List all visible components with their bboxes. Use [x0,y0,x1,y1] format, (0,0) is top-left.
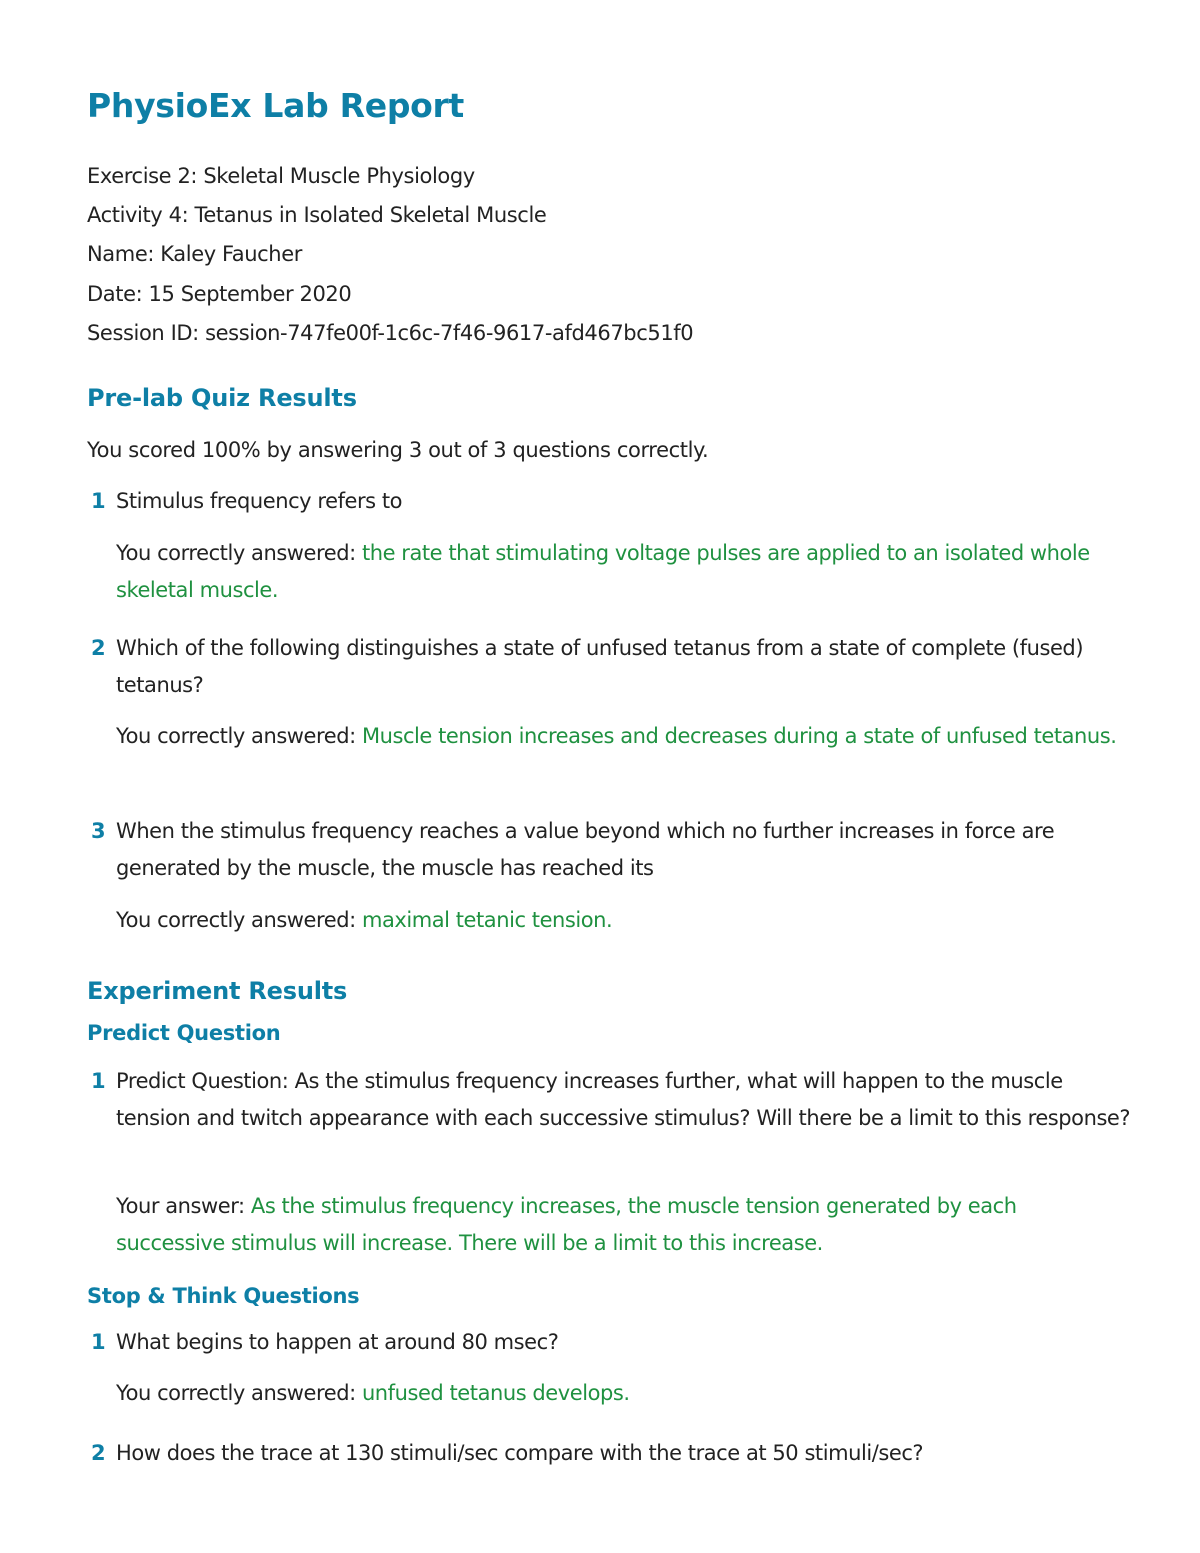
question-number: 1 [91,1330,106,1354]
question-text: Stimulus frequency refers to [116,489,403,513]
question-number: 3 [91,819,106,843]
stop-think-heading: Stop & Think Questions [87,1284,360,1308]
answer-label: You correctly answered: [116,724,356,748]
question-text: What begins to happen at around 80 msec? [116,1330,559,1354]
question-text: Which of the following distinguishes a state of unfused tetanus from a state of complete (fused) tetanus? [116,636,1084,697]
answer-block [116,1188,1126,1262]
experiment-heading: Experiment Results [87,977,348,1005]
answer-value: unfused tetanus develops. [361,1381,630,1405]
answer-block [116,718,1126,755]
report-title: PhysioEx Lab Report [87,86,464,125]
question-text: When the stimulus frequency reaches a value beyond which no further increases in force are generated by the muscle, the muscle has reached its [116,819,1055,880]
predict-heading: Predict Question [87,1021,281,1045]
name-line: Name: Kaley Faucher [87,242,302,266]
answer-label: You correctly answered: [116,1381,356,1405]
answer-value: maximal tetanic tension. [361,908,613,932]
answer-value: Muscle tension increases and decreases during a state of unfused tetanus. [361,724,1117,748]
question-number: 1 [91,1069,106,1093]
question-text: How does the trace at 130 stimuli/sec compare with the trace at 50 stimuli/sec? [116,1441,924,1465]
answer-label: You correctly answered: [116,908,356,932]
prelab-score: You scored 100% by answering 3 out of 3 questions correctly. [87,438,709,462]
question-number: 2 [91,636,106,660]
exercise-line: Exercise 2: Skeletal Muscle Physiology [87,164,475,188]
activity-line: Activity 4: Tetanus in Isolated Skeletal Muscle [87,203,547,227]
answer-block [116,902,1126,939]
answer-label: Your answer: [116,1194,245,1218]
answer-label: You correctly answered: [116,541,356,565]
answer-block [116,1375,1126,1412]
answer-value: the rate that stimulating voltage pulses are applied to an isolated whole skeletal muscle. [116,541,1090,602]
answer-block [116,535,1126,609]
question-number: 1 [91,489,106,513]
session-id-line: Session ID: session-747fe00f-1c6c-7f46-9617-afd467bc51f0 [87,321,694,345]
question-number: 2 [91,1441,106,1465]
answer-value: As the stimulus frequency increases, the muscle tension generated by each successive stimulus will increase. There will be a limit to this increase. [116,1194,1017,1255]
question-text: Predict Question: As the stimulus frequency increases further, what will happen to the muscle tension and twitch appearance with each successive stimulus? Will there be a limit to this response? [116,1069,1131,1130]
date-line: Date: 15 September 2020 [87,282,352,306]
prelab-heading: Pre-lab Quiz Results [87,384,357,412]
